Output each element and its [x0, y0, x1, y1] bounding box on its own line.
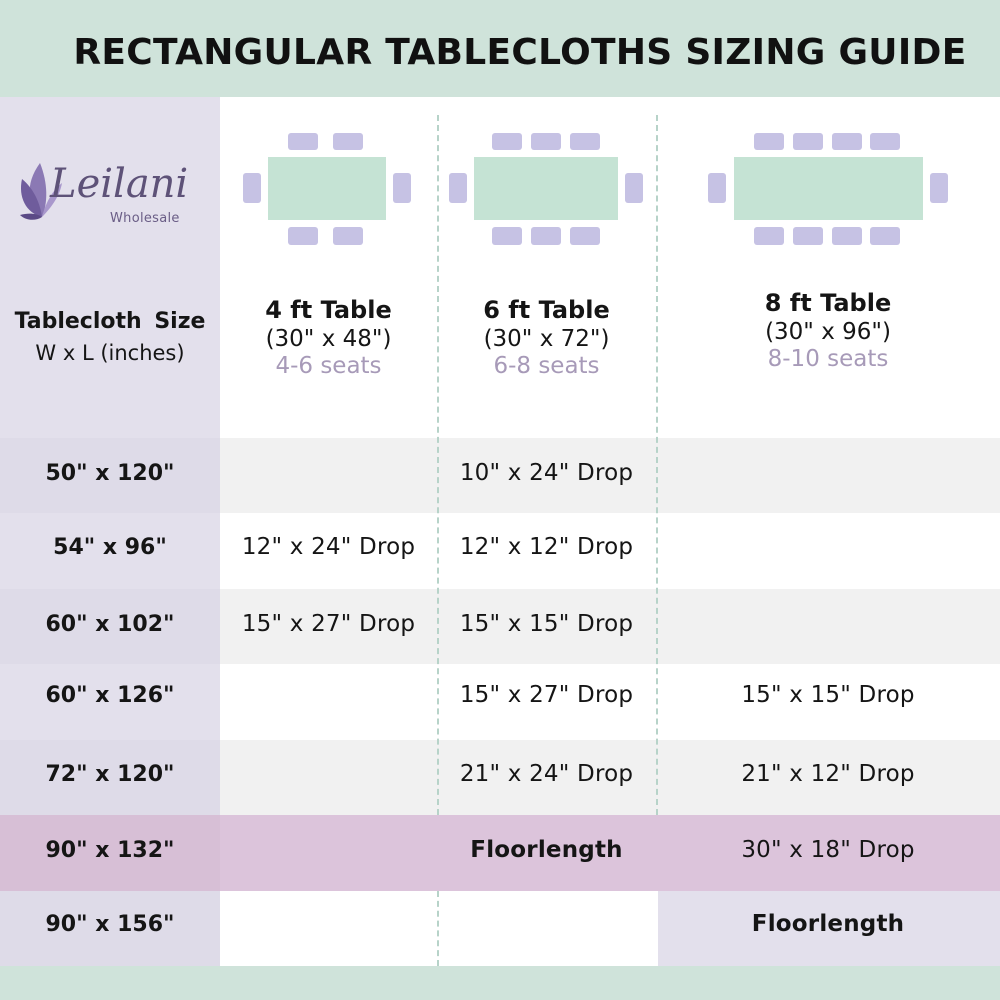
drop-cell: 12" x 24" Drop: [241, 534, 416, 560]
column-divider: [656, 115, 658, 815]
column-title: 8 ft Table: [764, 289, 892, 317]
logo-wordmark: Leilani: [50, 161, 189, 207]
row-size: 60" x 102": [45, 612, 175, 637]
page-title: RECTANGULAR TABLECLOTHS SIZING GUIDE: [73, 32, 967, 73]
tablecloth-size-unit: W x L (inches): [35, 341, 185, 365]
row-size: 60" x 126": [45, 683, 175, 708]
column-dimensions: (30" x 48"): [265, 326, 392, 352]
column-seats: 4-6 seats: [275, 353, 382, 379]
column-seats: 6-8 seats: [493, 353, 600, 379]
table-diagram-6ft: [447, 130, 647, 248]
row-size: 72" x 120": [45, 762, 175, 787]
footer-band: [0, 966, 1000, 1000]
row-size: 90" x 132": [45, 838, 175, 863]
floorlength-cell: Floorlength: [751, 911, 905, 937]
tablecloth-size-label: Tablecloth Size: [14, 309, 206, 334]
column-title: 4 ft Table: [265, 296, 392, 324]
drop-cell: 15" x 27" Drop: [241, 611, 416, 637]
row-size: 50" x 120": [45, 461, 175, 486]
row-size: 90" x 156": [45, 912, 175, 937]
drop-cell: 15" x 15" Drop: [459, 611, 634, 637]
drop-cell: 10" x 24" Drop: [459, 460, 634, 486]
logo-subtitle: Wholesale: [110, 211, 180, 226]
floorlength-cell: Floorlength: [470, 837, 623, 863]
table-diagram-8ft: [706, 130, 952, 248]
drop-cell: 15" x 15" Drop: [741, 682, 915, 708]
column-title: 6 ft Table: [483, 296, 610, 324]
column-header-8ft: [656, 289, 1000, 372]
column-dimensions: (30" x 72"): [483, 326, 610, 352]
column-divider: [437, 891, 439, 966]
table-diagram-4ft: [240, 130, 420, 248]
row-size: 54" x 96": [53, 535, 167, 560]
drop-cell: 21" x 24" Drop: [459, 761, 634, 787]
drop-cell: 15" x 27" Drop: [459, 682, 634, 708]
column-header-6ft: [437, 296, 656, 379]
column-seats: 8-10 seats: [767, 346, 889, 372]
column-header-4ft: [220, 296, 437, 379]
column-dimensions: (30" x 96"): [765, 319, 891, 345]
drop-cell: 21" x 12" Drop: [741, 761, 915, 787]
drop-cell: 12" x 12" Drop: [459, 534, 634, 560]
drop-cell: 30" x 18" Drop: [741, 837, 915, 863]
